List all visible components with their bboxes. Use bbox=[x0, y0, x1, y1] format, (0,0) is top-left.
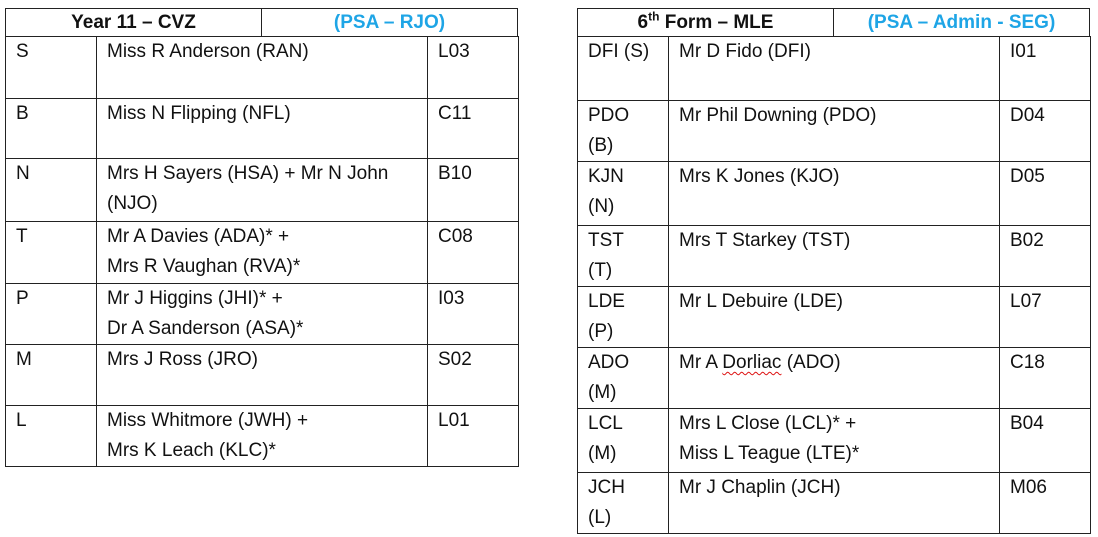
group-code: (L) bbox=[588, 507, 612, 528]
group-code-cell bbox=[578, 409, 669, 473]
group-code-cell bbox=[578, 162, 669, 226]
teacher-name: Miss Whitmore (JWH) + bbox=[107, 410, 309, 431]
sixth-form-header-title bbox=[578, 9, 834, 36]
teacher-cell bbox=[97, 406, 428, 467]
table-row bbox=[578, 348, 1091, 409]
teacher-cell bbox=[669, 226, 1000, 287]
group-code: (P) bbox=[588, 321, 614, 342]
group-code-cell bbox=[578, 473, 669, 534]
teacher-cell bbox=[97, 222, 428, 284]
period-code: S bbox=[6, 37, 97, 99]
group-code-cell bbox=[578, 101, 669, 162]
teacher-name: Mrs L Close (LCL)* + bbox=[679, 413, 857, 434]
teacher-cell bbox=[669, 162, 1000, 226]
teacher-name: Mr J Higgins (JHI)* + bbox=[107, 288, 283, 309]
period-code: P bbox=[6, 284, 97, 345]
room-code: B04 bbox=[1000, 409, 1091, 473]
group-code-cell bbox=[578, 226, 669, 287]
period-code: T bbox=[6, 222, 97, 284]
table-row bbox=[578, 409, 1091, 473]
table-row bbox=[578, 162, 1091, 226]
group-code: (M) bbox=[588, 382, 617, 403]
teacher-name: Mrs K Jones (KJO) bbox=[679, 166, 840, 187]
group-code: KJN bbox=[588, 166, 624, 187]
room-code: C18 bbox=[1000, 348, 1091, 409]
group-code: TST bbox=[588, 230, 624, 251]
teacher-cell bbox=[97, 159, 428, 222]
period-code: M bbox=[6, 345, 97, 406]
table-row bbox=[6, 345, 519, 406]
teacher-cell bbox=[669, 473, 1000, 534]
room-code: I03 bbox=[428, 284, 519, 345]
year11-body bbox=[5, 36, 519, 467]
teacher-name: Mrs K Leach (KLC)* bbox=[107, 440, 276, 461]
teacher-name: Mr L Debuire (LDE) bbox=[679, 291, 844, 312]
teacher-cell bbox=[669, 287, 1000, 348]
teacher-cell bbox=[669, 409, 1000, 473]
group-code-cell bbox=[578, 287, 669, 348]
room-code: D05 bbox=[1000, 162, 1091, 226]
group-code: (B) bbox=[588, 135, 614, 156]
teacher-name: Miss R Anderson (RAN) bbox=[107, 41, 309, 62]
group-code: ADO bbox=[588, 352, 630, 373]
table-row bbox=[578, 473, 1091, 534]
sixth-form-title-rest: Form – MLE bbox=[659, 12, 774, 33]
group-code-cell bbox=[578, 37, 669, 101]
teacher-cell bbox=[97, 99, 428, 159]
teacher-name: Mr Phil Downing (PDO) bbox=[679, 105, 877, 126]
teacher-name: Miss N Flipping (NFL) bbox=[107, 103, 291, 124]
room-code: L03 bbox=[428, 37, 519, 99]
teacher-name: Mrs H Sayers (HSA) + Mr N John bbox=[107, 163, 389, 184]
table-row bbox=[6, 284, 519, 345]
teacher-name: Mr J Chaplin (JCH) bbox=[679, 477, 841, 498]
room-code: L01 bbox=[428, 406, 519, 467]
table-row bbox=[6, 159, 519, 222]
table-row bbox=[578, 101, 1091, 162]
group-code: LDE bbox=[588, 291, 625, 312]
room-code: L07 bbox=[1000, 287, 1091, 348]
teacher-name: Mrs J Ross (JRO) bbox=[107, 349, 258, 370]
group-code: LCL bbox=[588, 413, 623, 434]
room-code: S02 bbox=[428, 345, 519, 406]
table-row bbox=[578, 37, 1091, 101]
teacher-cell bbox=[669, 348, 1000, 409]
teacher-name: Mrs T Starkey (TST) bbox=[679, 230, 851, 251]
teacher-name: Mrs R Vaughan (RVA)* bbox=[107, 256, 301, 277]
group-code-cell bbox=[578, 348, 669, 409]
teacher-name: Mr D Fido (DFI) bbox=[679, 41, 811, 62]
group-code: DFI (S) bbox=[588, 41, 650, 62]
year11-header-title: Year 11 – CVZ bbox=[6, 9, 262, 36]
teacher-name bbox=[679, 348, 989, 378]
group-code: PDO bbox=[588, 105, 630, 126]
room-code: D04 bbox=[1000, 101, 1091, 162]
sixth-form-title-sup: th bbox=[648, 9, 660, 24]
table-row bbox=[578, 287, 1091, 348]
teacher-cell bbox=[669, 101, 1000, 162]
sixth-form-header-psa: (PSA – Admin - SEG) bbox=[867, 12, 1056, 33]
room-code: C08 bbox=[428, 222, 519, 284]
group-code: JCH bbox=[588, 477, 625, 498]
teacher-name-part: (ADO) bbox=[781, 352, 841, 373]
period-code: N bbox=[6, 159, 97, 222]
room-code: C11 bbox=[428, 99, 519, 159]
sixth-form-title-number: 6 bbox=[637, 12, 649, 33]
group-code: (M) bbox=[588, 443, 617, 464]
teacher-name-part: Mr A bbox=[679, 352, 723, 373]
room-code: I01 bbox=[1000, 37, 1091, 101]
table-row bbox=[578, 226, 1091, 287]
teacher-name: Miss L Teague (LTE)* bbox=[679, 443, 860, 464]
sixth-form-header bbox=[577, 8, 1090, 37]
teacher-name: (NJO) bbox=[107, 193, 158, 214]
teacher-cell bbox=[97, 284, 428, 345]
teacher-name: Mr A Davies (ADA)* + bbox=[107, 226, 290, 247]
table-row bbox=[6, 37, 519, 99]
room-code: M06 bbox=[1000, 473, 1091, 534]
period-code: L bbox=[6, 406, 97, 467]
table-row bbox=[6, 99, 519, 159]
year11-header bbox=[5, 8, 518, 37]
group-code: (T) bbox=[588, 260, 613, 281]
year11-header-psa: (PSA – RJO) bbox=[333, 12, 446, 33]
sixth-form-body bbox=[577, 36, 1091, 534]
spellcheck-word: Dorliac bbox=[722, 352, 782, 373]
teacher-cell bbox=[97, 37, 428, 99]
table-row bbox=[6, 406, 519, 467]
teacher-cell bbox=[97, 345, 428, 406]
teacher-cell bbox=[669, 37, 1000, 101]
room-code: B02 bbox=[1000, 226, 1091, 287]
group-code: (N) bbox=[588, 196, 615, 217]
teacher-name: Dr A Sanderson (ASA)* bbox=[107, 318, 304, 339]
table-row bbox=[6, 222, 519, 284]
period-code: B bbox=[6, 99, 97, 159]
room-code: B10 bbox=[428, 159, 519, 222]
